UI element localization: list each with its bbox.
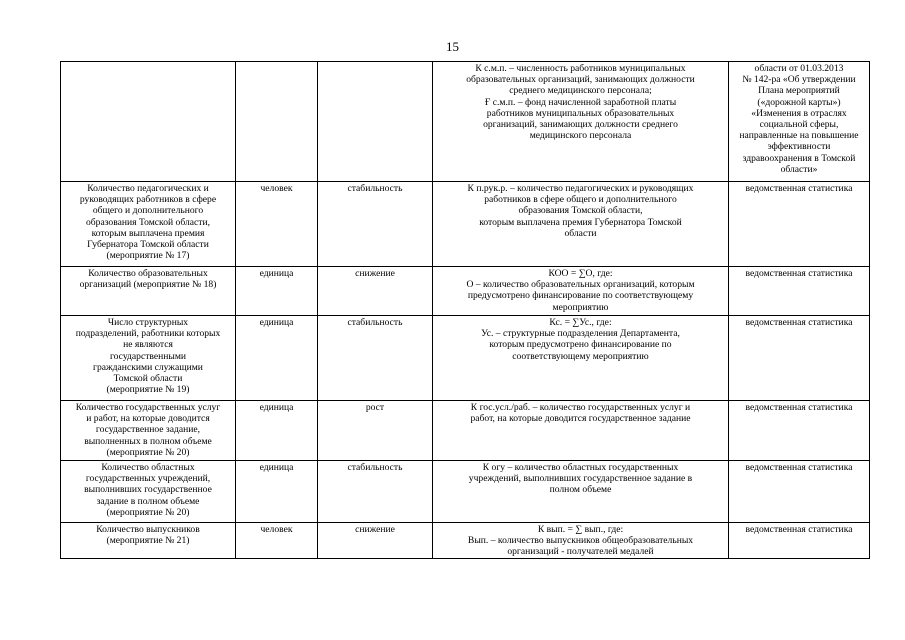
source-cell-line: № 142-ра «Об утверждении — [742, 74, 856, 86]
indicator-cell-line: Число структурных — [107, 317, 189, 328]
indicator-cell — [61, 401, 236, 461]
source-cell-line: социальной сферы, — [759, 119, 839, 131]
indicator-cell-line: Количество государственных услуг — [75, 402, 221, 413]
indicators-table — [60, 61, 870, 559]
indicator-cell-line: (мероприятие № 19) — [106, 384, 190, 396]
unit-cell-text: единица — [259, 317, 294, 328]
indicator-cell-line: подразделений, работники которых — [75, 328, 221, 340]
source-cell-line: ведомственная статистика — [745, 524, 853, 535]
trend-cell — [318, 62, 433, 182]
formula-cell-line: К гос.усл./раб. – количество государственных услуг и — [470, 402, 691, 413]
formula-cell-line: полном объеме — [549, 484, 612, 496]
formula-cell-line: работ, на которые доводится государственное задание — [470, 413, 691, 425]
formula-cell-line: О – количество образовательных организаций, которым — [466, 279, 695, 291]
source-cell-line: эффективности — [767, 141, 831, 153]
table-row — [61, 461, 870, 523]
trend-cell — [318, 267, 433, 316]
trend-cell-text: стабильность — [347, 462, 403, 473]
indicator-cell — [61, 182, 236, 267]
formula-cell-line: среднего медицинского персонала; — [509, 85, 652, 97]
indicator-cell-line: государственных учреждений, — [85, 473, 211, 485]
indicator-cell — [61, 316, 236, 401]
indicator-cell-line: (мероприятие № 20) — [106, 506, 190, 518]
indicator-cell-line: Губернатора Томской области — [87, 239, 209, 251]
indicator-cell — [61, 461, 236, 523]
trend-cell — [318, 461, 433, 523]
formula-cell-line: Кс. = ∑Ус., где: — [549, 317, 612, 328]
indicator-cell — [61, 523, 236, 559]
unit-cell — [236, 461, 318, 523]
formula-cell — [433, 62, 729, 182]
indicator-cell-line: задание в полном объеме — [96, 495, 200, 507]
indicator-cell-line: и работ, на которые доводится — [86, 413, 210, 425]
source-cell-line: ведомственная статистика — [745, 268, 853, 279]
trend-cell — [318, 316, 433, 401]
source-cell-line: ведомственная статистика — [745, 462, 853, 473]
unit-cell-text: единица — [259, 462, 294, 473]
trend-cell — [318, 523, 433, 559]
formula-cell — [433, 401, 729, 461]
formula-cell-line: образования Томской области, — [518, 205, 643, 217]
indicator-cell-line: общего и дополнительного — [92, 205, 204, 217]
source-cell-line: («дорожной карты») — [757, 96, 841, 108]
indicator-cell-line: Количество выпускников — [96, 524, 200, 535]
page-number: 15 — [446, 39, 459, 54]
indicator-cell-line: не являются — [123, 339, 173, 351]
indicator-cell-line: руководящих работников в сфере — [79, 194, 217, 206]
source-cell-line: области» — [780, 163, 818, 175]
indicator-cell-line: которым выплачена премия — [91, 227, 205, 239]
indicator-cell-line: Количество образовательных — [88, 268, 208, 279]
trend-cell-text: стабильность — [347, 183, 403, 194]
unit-cell — [236, 182, 318, 267]
formula-cell-line: работников в сфере общего и дополнительного — [484, 194, 677, 206]
source-cell — [729, 523, 870, 559]
formula-cell-line: мероприятию — [552, 301, 609, 313]
formula-cell-line: учреждений, выполнивших государственное задание в — [468, 473, 693, 485]
formula-cell-line: работников муниципальных образовательных — [486, 107, 675, 119]
formula-cell-line: медицинского персонала — [529, 130, 632, 142]
source-cell — [729, 182, 870, 267]
source-cell-line: ведомственная статистика — [745, 317, 853, 328]
unit-cell-text: единица — [259, 268, 294, 279]
formula-cell-line: образовательных организаций, занимающих должности — [466, 74, 695, 86]
indicator-cell-line: выполненных в полном объеме — [84, 435, 212, 447]
indicator-cell-line: (мероприятие № 21) — [106, 535, 190, 547]
table-row — [61, 62, 870, 182]
source-cell — [729, 267, 870, 316]
unit-cell-text: единица — [259, 402, 294, 413]
formula-cell-line: Ғ с.м.п. – фонд начисленной заработной платы — [484, 96, 677, 108]
indicator-cell — [61, 267, 236, 316]
formula-cell — [433, 267, 729, 316]
indicator-cell-line: организаций (мероприятие № 18) — [79, 279, 217, 291]
formula-cell-line: К с.м.п. – численность работников муниципальных — [475, 63, 686, 74]
source-cell-line: направленные на повышение — [739, 130, 859, 142]
indicator-cell-line: (мероприятие № 20) — [106, 446, 190, 458]
indicator-cell-line: выполнивших государственное — [84, 484, 212, 496]
formula-cell — [433, 523, 729, 559]
formula-cell — [433, 461, 729, 523]
formula-cell — [433, 316, 729, 401]
trend-cell — [318, 182, 433, 267]
formula-cell-line: соответствующему мероприятию — [512, 350, 649, 362]
table-row — [61, 523, 870, 559]
formula-cell-line: Ус. – структурные подразделения Департамента, — [481, 328, 680, 340]
formula-cell-line: Вып. – количество выпускников общеобразовательных — [467, 535, 694, 547]
indicator-cell-line: Количество областных — [101, 462, 195, 473]
trend-cell — [318, 401, 433, 461]
source-cell — [729, 461, 870, 523]
indicator-cell-line: государственными — [109, 350, 187, 362]
trend-cell-text: снижение — [355, 268, 395, 279]
formula-cell-line: которым предусмотрено финансирование по — [489, 339, 672, 351]
source-cell-line: Плана мероприятий — [758, 85, 840, 97]
formula-cell-line: которым выплачена премия Губернатора Томской — [479, 216, 682, 228]
trend-cell-text: снижение — [355, 524, 395, 535]
formula-cell — [433, 182, 729, 267]
unit-cell — [236, 62, 318, 182]
indicator-cell — [61, 62, 236, 182]
table-row — [61, 316, 870, 401]
unit-cell-text: человек — [260, 183, 293, 194]
source-cell-line: области от 01.03.2013 — [754, 63, 844, 74]
unit-cell — [236, 316, 318, 401]
unit-cell-text: человек — [260, 524, 293, 535]
source-cell — [729, 316, 870, 401]
formula-cell-line: организаций, занимающих должности среднего — [483, 119, 678, 131]
trend-cell-text: рост — [365, 402, 385, 413]
source-cell-line: ведомственная статистика — [745, 183, 853, 194]
source-cell — [729, 62, 870, 182]
formula-cell-line: КОО = ∑О, где: — [548, 268, 613, 279]
formula-cell-line: предусмотрено финансирование по соответствующему — [467, 290, 694, 302]
formula-cell-line: области — [564, 227, 597, 239]
unit-cell — [236, 267, 318, 316]
unit-cell — [236, 523, 318, 559]
table-row — [61, 401, 870, 461]
indicator-cell-line: государственное задание, — [95, 424, 201, 436]
formula-cell-line: К п.рук.р. – количество педагогических и руководящих — [467, 183, 694, 194]
indicator-cell-line: образования Томской области, — [85, 216, 211, 228]
source-cell — [729, 401, 870, 461]
table-row — [61, 182, 870, 267]
source-cell-line: ведомственная статистика — [745, 402, 853, 413]
source-cell-line: «Изменения в отраслях — [751, 107, 847, 119]
indicator-cell-line: (мероприятие № 17) — [106, 250, 190, 262]
formula-cell-line: организаций - получателей медалей — [507, 546, 654, 558]
formula-cell-line: К вып. = ∑ вып., где: — [537, 524, 624, 535]
source-cell-line: здравоохранения в Томской — [742, 152, 856, 164]
indicator-cell-line: Количество педагогических и — [87, 183, 209, 194]
table-row — [61, 267, 870, 316]
indicator-cell-line: гражданскими служащими — [93, 361, 203, 373]
formula-cell-line: К огу – количество областных государственных — [482, 462, 679, 473]
indicator-cell-line: Томской области — [113, 373, 183, 385]
unit-cell — [236, 401, 318, 461]
trend-cell-text: стабильность — [347, 317, 403, 328]
